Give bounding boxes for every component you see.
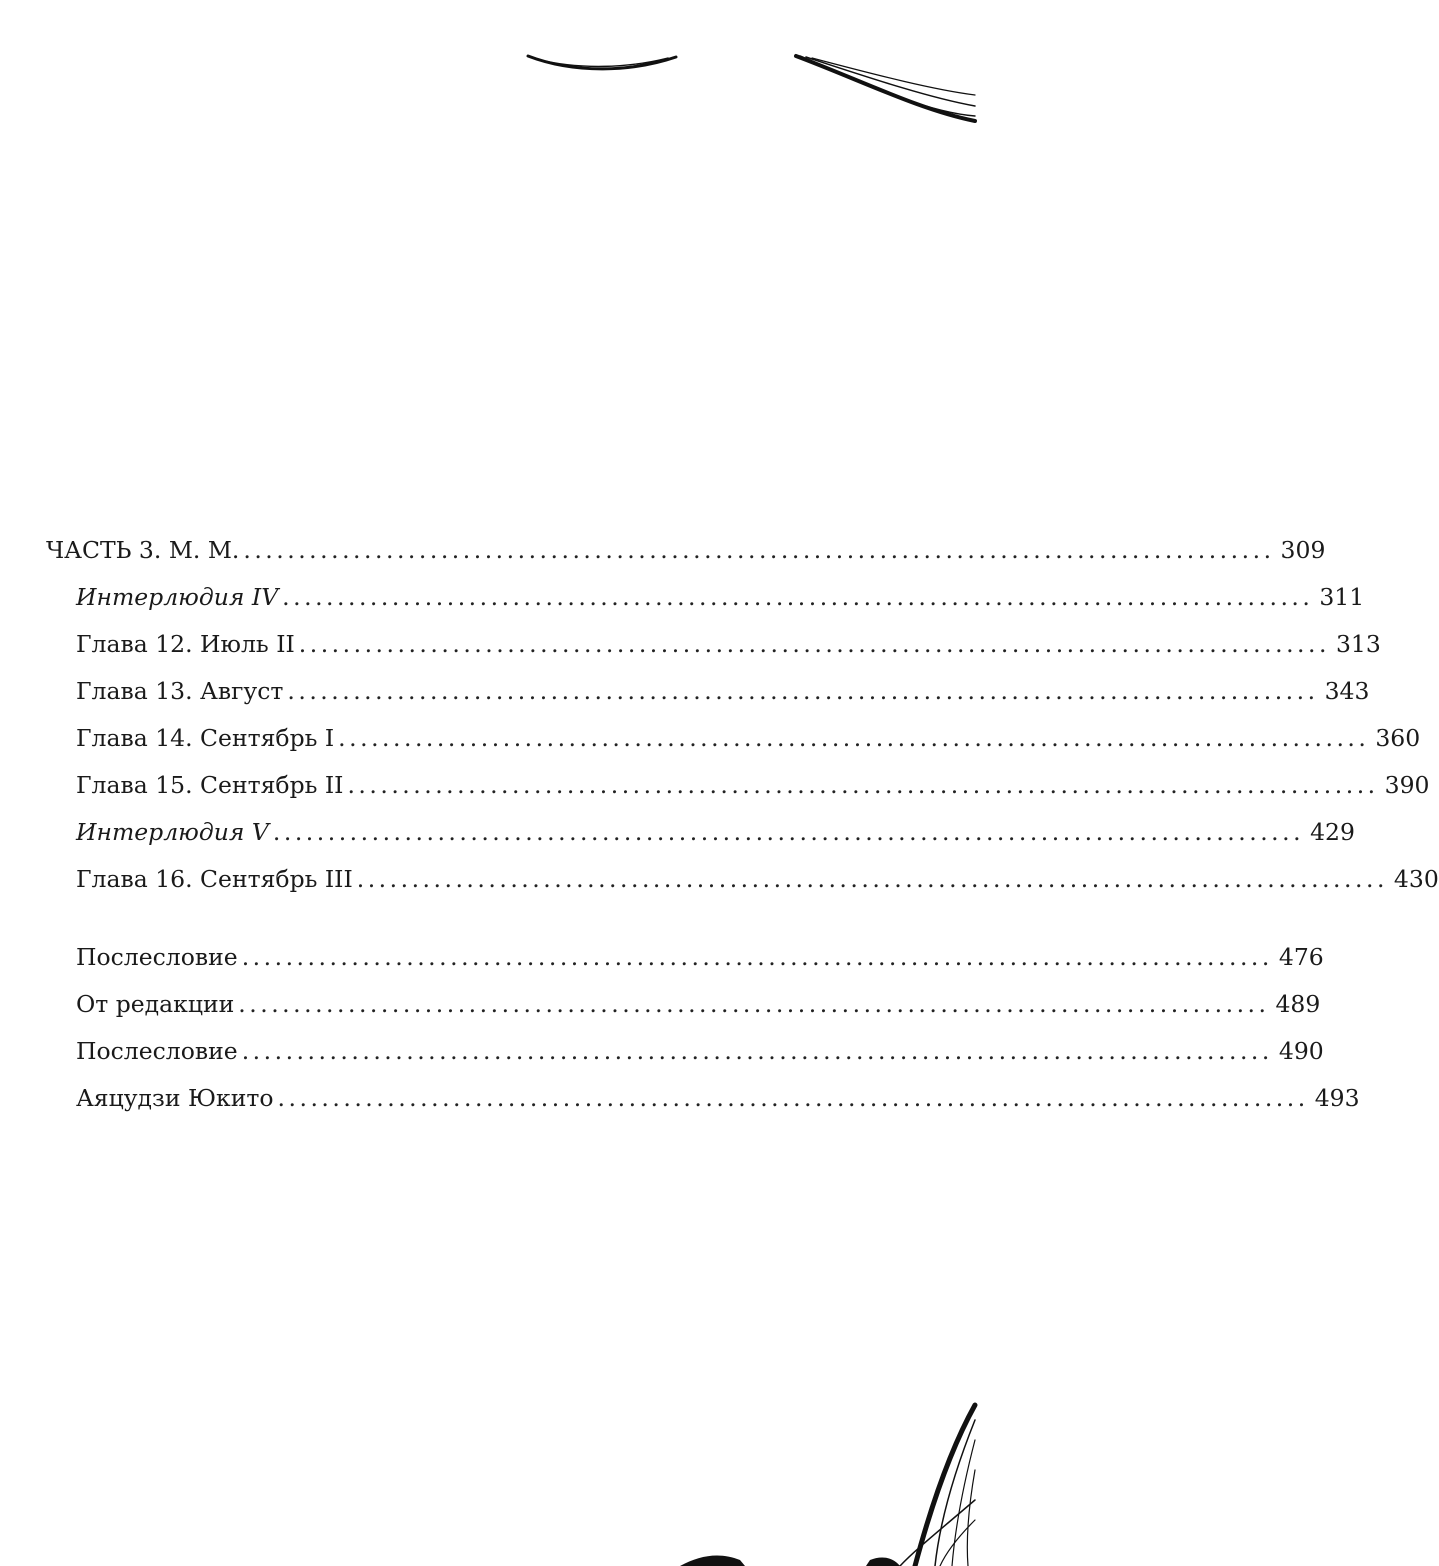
toc-entry-chapter-13[interactable]: [76, 673, 1370, 709]
toc-entry-title: ЧАСТЬ 3. М. М.: [46, 536, 240, 564]
toc-entry-interlude-5[interactable]: [76, 814, 1355, 850]
toc-entry-page: 476: [1278, 943, 1324, 971]
dot-leader: ..............................................................................................: [277, 1084, 1309, 1112]
toc-entry-title: Глава 14. Сентябрь I: [76, 724, 335, 752]
dot-leader: ..............................................................................................: [282, 583, 1314, 611]
dot-leader: ..............................................................................................: [356, 865, 1388, 893]
dot-leader: ..............................................................................................: [287, 677, 1319, 705]
dot-leader: ..............................................................................................: [272, 818, 1305, 846]
toc-entry-page: 430: [1393, 865, 1439, 893]
toc-entry-page: 309: [1280, 536, 1326, 564]
toc-entry-title: Глава 12. Июль II: [76, 630, 295, 658]
toc-entry-afterword-2[interactable]: [76, 1033, 1324, 1069]
toc-entry-page: 489: [1275, 990, 1321, 1018]
toc-entry-page: 490: [1278, 1037, 1324, 1065]
dot-leader: ..............................................................................................: [241, 1037, 1273, 1065]
toc-entry-page: 390: [1384, 771, 1430, 799]
toc-entry-chapter-14[interactable]: [76, 720, 1421, 756]
toc-entry-chapter-16[interactable]: [76, 861, 1439, 897]
toc-entry-interlude-4[interactable]: [76, 579, 1365, 615]
toc-entry-page: 313: [1335, 630, 1381, 658]
toc-entry-afterword-1[interactable]: [76, 939, 1324, 975]
dot-leader: ..............................................................................................: [298, 630, 1330, 658]
toc-entry-title: Послесловие: [76, 943, 238, 971]
toc-entry-title: Интерлюдия IV: [76, 583, 279, 611]
toc-entry-title: Послесловие: [76, 1037, 238, 1065]
toc-entry-title: Глава 15. Сентябрь II: [76, 771, 344, 799]
toc-entry-page: 429: [1310, 818, 1355, 846]
dot-leader: ..............................................................................................: [338, 724, 1370, 752]
dot-leader: ..............................................................................................: [243, 536, 1275, 564]
toc-entry-title: От редакции: [76, 990, 235, 1018]
toc-entry-title: Глава 16. Сентябрь III: [76, 865, 353, 893]
toc-entry-chapter-15[interactable]: [76, 767, 1430, 803]
dot-leader: ..............................................................................................: [238, 990, 1270, 1018]
toc-entry-page: 311: [1319, 583, 1365, 611]
toc-entry-page: 360: [1375, 724, 1421, 752]
toc-entry-title: Интерлюдия V: [76, 818, 269, 846]
toc-entry-title: Глава 13. Август: [76, 677, 284, 705]
toc-entry-part-3[interactable]: [46, 532, 1326, 568]
toc-entry-author[interactable]: [76, 1080, 1360, 1116]
dot-leader: ..............................................................................................: [347, 771, 1379, 799]
toc-entry-chapter-12[interactable]: [76, 626, 1381, 662]
toc-entry-editors-note[interactable]: [76, 986, 1321, 1022]
dot-leader: ..............................................................................................: [241, 943, 1273, 971]
toc-entry-title: Аяцудзи Юкито: [76, 1084, 274, 1112]
toc-entry-page: 343: [1324, 677, 1370, 705]
toc-entry-page: 493: [1314, 1084, 1360, 1112]
